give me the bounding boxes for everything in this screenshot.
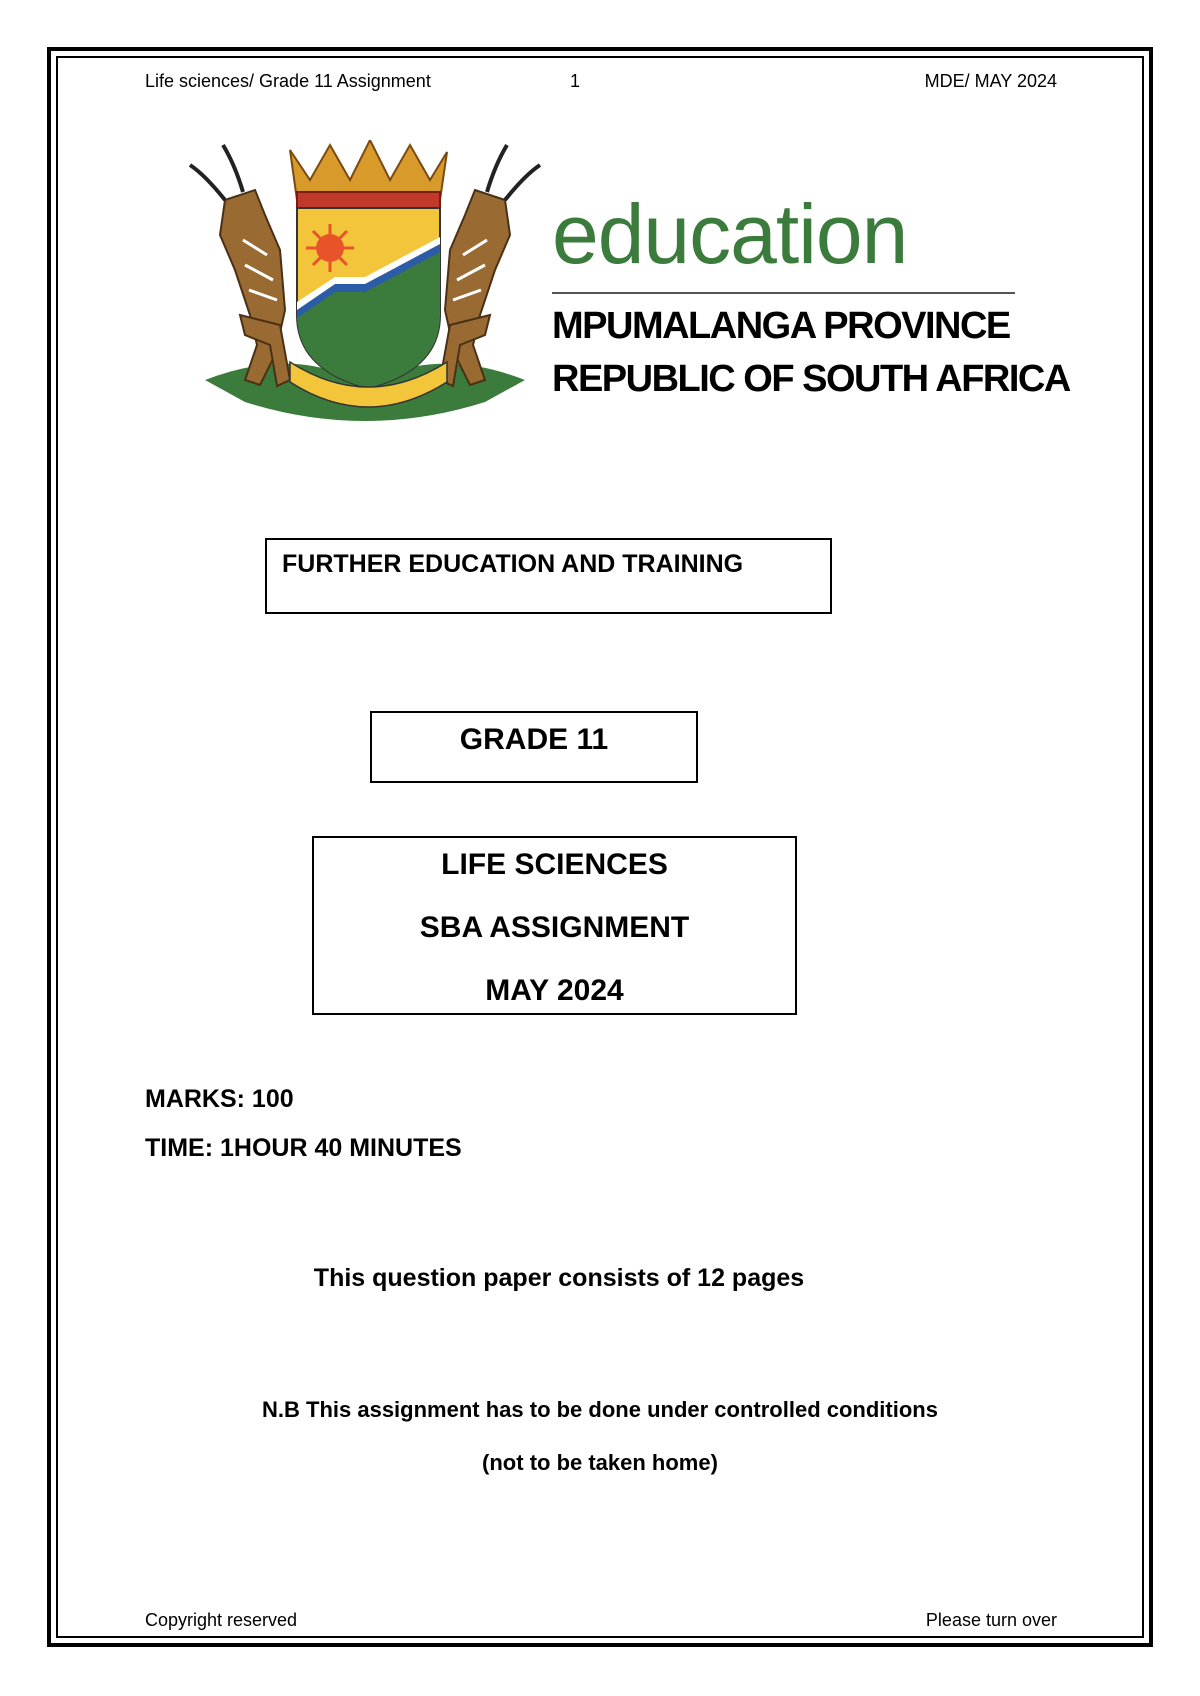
- education-wordmark: education: [552, 187, 908, 281]
- grade-box: [370, 711, 698, 783]
- grade-title: GRADE 11: [459, 723, 609, 756]
- footer-turn-over: Please turn over: [925, 1610, 1057, 1630]
- phase-title-box: [265, 538, 832, 614]
- header-left: Life sciences/ Grade 11 Assignment: [145, 71, 431, 91]
- logo-divider: [552, 292, 1015, 294]
- province-name: MPUMALANGA PROVINCE: [552, 305, 1010, 347]
- nb-not-home: (not to be taken home): [482, 1450, 718, 1475]
- subject-title: LIFE SCIENCES: [441, 848, 668, 881]
- subject-box: [312, 836, 797, 1015]
- marks-total: MARKS: 100: [145, 1085, 294, 1113]
- exam-date: MAY 2024: [485, 974, 624, 1007]
- header-right: MDE/ MAY 2024: [924, 71, 1057, 91]
- footer-copyright: Copyright reserved: [145, 1610, 298, 1630]
- phase-title: FURTHER EDUCATION AND TRAINING: [282, 550, 744, 578]
- coat-of-arms-icon: [185, 140, 545, 450]
- assignment-title: SBA ASSIGNMENT: [419, 911, 690, 944]
- country-name: REPUBLIC OF SOUTH AFRICA: [552, 358, 1070, 400]
- header-page-number: 1: [570, 71, 581, 91]
- page-count-note: This question paper consists of 12 pages: [313, 1264, 805, 1292]
- nb-conditions: N.B This assignment has to be done under controlled conditions: [262, 1397, 938, 1422]
- time-allowed: TIME: 1HOUR 40 MINUTES: [145, 1134, 462, 1162]
